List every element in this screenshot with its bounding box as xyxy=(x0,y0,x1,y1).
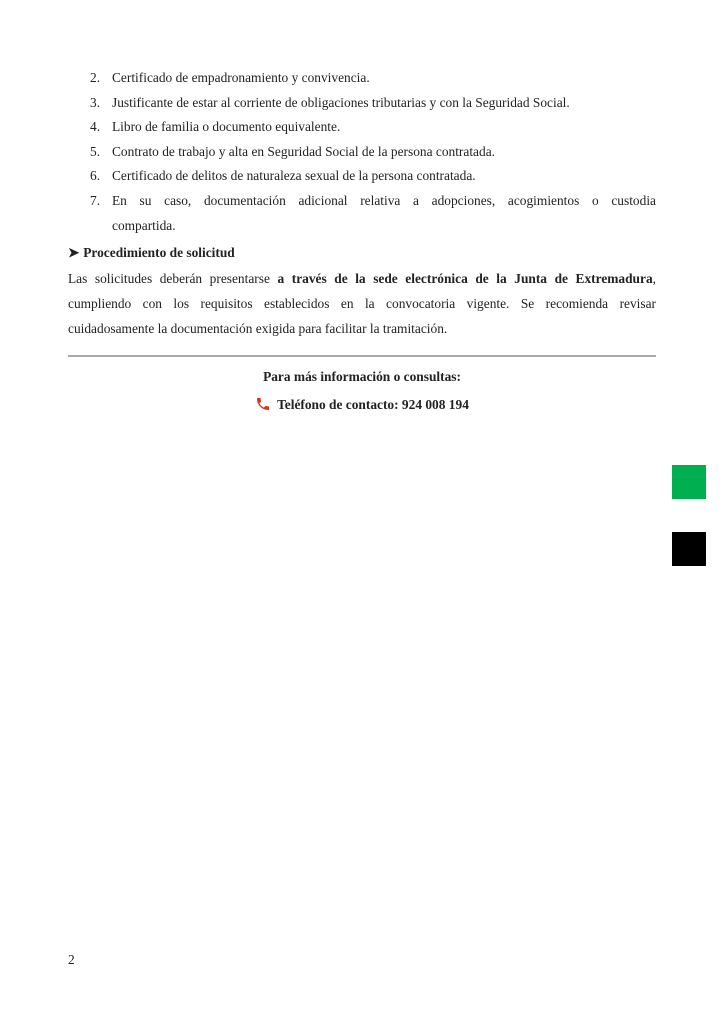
list-item xyxy=(68,164,656,189)
list-item-text: En su caso, documentación adicional relativa a adopciones, acogimientos o custodia xyxy=(112,192,656,208)
list-item-text: Certificado de delitos de naturaleza sexual de la persona contratada. xyxy=(112,168,476,184)
procedure-text: , xyxy=(652,271,657,286)
phone-icon xyxy=(255,396,271,419)
procedure-heading xyxy=(68,241,235,265)
procedure-text-bold: a través de la sede electrónica de la Junta de Extremadura xyxy=(277,271,653,286)
list-item xyxy=(68,115,656,140)
procedure-heading-text: Procedimiento de solicitud xyxy=(83,245,235,260)
procedure-paragraph-line: cumpliendo con los requisitos establecidos en la convocatoria vigente. Se recomienda revisar xyxy=(68,296,656,311)
list-item-number: 4. xyxy=(90,119,101,135)
list-item-number: 7. xyxy=(90,192,101,208)
list-item xyxy=(68,189,656,238)
list-item-number: 6. xyxy=(90,168,101,184)
horizontal-divider xyxy=(68,355,656,357)
list-item-text: Certificado de empadronamiento y convivencia. xyxy=(112,70,370,85)
page-number: 2 xyxy=(68,952,75,967)
list-item-number: 2. xyxy=(90,70,101,85)
list-item-number: 3. xyxy=(90,94,101,110)
list-item-text: Justificante de estar al corriente de obligaciones tributarias y con la Seguridad Social. xyxy=(112,94,570,110)
list-item-text-continuation: compartida. xyxy=(112,217,176,233)
list-item-number: 5. xyxy=(90,143,101,159)
procedure-paragraph-line xyxy=(68,266,656,291)
side-tab-black xyxy=(672,532,706,566)
list-item xyxy=(68,140,656,165)
list-item xyxy=(68,66,656,91)
list-item xyxy=(68,91,656,116)
procedure-paragraph xyxy=(68,266,656,341)
contact-title: Para más información o consultas: xyxy=(263,369,461,384)
side-tab-green xyxy=(672,465,706,499)
contact-phone xyxy=(68,394,656,419)
contact-phone-text: Teléfono de contacto: 924 008 194 xyxy=(277,397,469,412)
procedure-paragraph-line: cuidadosamente la documentación exigida para facilitar la tramitación. xyxy=(68,321,448,336)
arrow-right-icon: ➤ xyxy=(68,245,80,260)
procedure-text: Las solicitudes deberán presentarse xyxy=(68,271,278,286)
required-documents-list xyxy=(68,66,656,238)
list-item-text: Libro de familia o documento equivalente. xyxy=(112,119,341,135)
list-item-text: Contrato de trabajo y alta en Seguridad Social de la persona contratada. xyxy=(112,143,495,159)
